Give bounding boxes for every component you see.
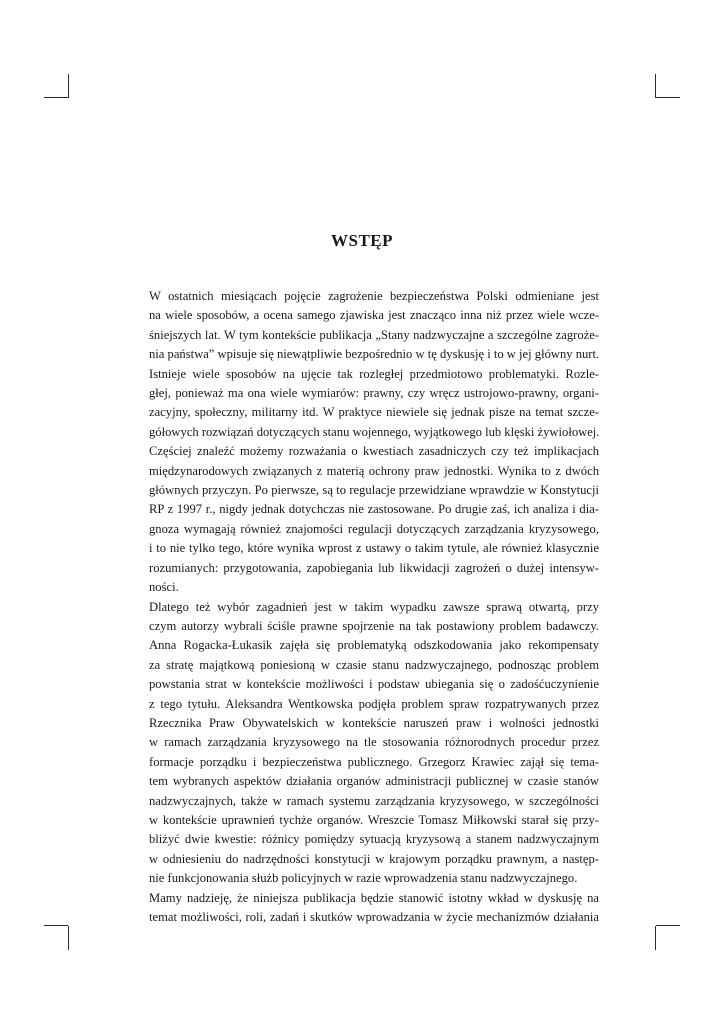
text-line: z tego tytułu. Aleksandra Wentkowska podjęła problem spraw rozpatrywanych przez	[149, 696, 599, 711]
text-line: za stratę majątkową poniesioną w czasie stanu nadzwyczajnego, podnosząc problem	[149, 657, 599, 672]
paragraph	[129, 598, 599, 889]
text-line: ności.	[149, 580, 179, 595]
text-line: w ramach zarządzania kryzysowego na tle stosowania różnorodnych procedur przez	[149, 735, 599, 750]
text-line: w kontekście uprawnień tychże organów. Wreszcie Tomasz Miłkowski starał się przy-	[149, 812, 599, 827]
text-line: Mamy nadzieję, że niniejsza publikacja będzie stanowić istotny wkład w dyskusję na	[149, 890, 599, 905]
text-line: na wiele sposobów, a ocena samego zjawiska jest znacząco inna niż przez wiele wcze-	[149, 308, 599, 323]
text-line: formacje porządku i bezpieczeństwa publicznego. Grzegorz Krawiec zajął się tema-	[149, 754, 599, 769]
text-line: RP z 1997 r., nigdy jednak dotychczas nie zastosowane. Po drugie zaś, ich analiza i dia-	[149, 502, 599, 517]
text-line: Dlatego też wybór zagadnień jest w takim wypadku zawsze sprawą otwartą, przy	[149, 599, 599, 614]
text-line: W ostatnich miesiącach pojęcie zagrożenie bezpieczeństwa Polski odmieniane jest	[149, 289, 599, 303]
text-line: rozumianych: przygotowania, zapobiegania lub likwidacji zagrożeń o dużej intensyw-	[149, 560, 599, 575]
text-line: bliżyć dwie kwestie: różnicy pomiędzy sytuacją kryzysową a stanem nadzwyczajnym	[149, 832, 599, 847]
paragraph	[129, 287, 599, 365]
text-line: głej, ponieważ ma ona wiele wymiarów: prawny, czy wręcz ustrojowo-prawny, organi-	[149, 386, 599, 401]
crop-mark-top-right-vertical	[655, 74, 656, 98]
text-line: Anna Rogacka-Łukasik zajęła się problematyką odszkodowania jako rekompensaty	[149, 638, 599, 653]
text-line: głównych przyczyn. Po pierwsze, są to regulacje przewidziane wprawdzie w Konstytucji	[149, 483, 599, 498]
page-heading: WSTĘP	[330, 231, 394, 250]
text-line: i to nie tylko tego, które wynika wprost z ustawy o takim tytule, ale również klasycznie	[149, 541, 599, 556]
crop-mark-bottom-right-horizontal	[656, 925, 680, 926]
text-line: Rzecznika Praw Obywatelskich w kontekście naruszeń praw i wolności jednostki	[149, 715, 599, 730]
text-line: Istnieje wiele sposobów na ujęcie tak rozległej przedmiotowo problematyki. Rozle-	[149, 366, 599, 381]
text-line: śniejszych lat. W tym kontekście publikacja „Stany nadzwyczajne a szczególne zagroże-	[149, 327, 599, 342]
text-line: nadzwyczajnych, także w ramach systemu zarządzania kryzysowego, w szczególności	[149, 793, 599, 808]
text-line: temat możliwości, roli, zadań i skutków wprowadzania w życie mechanizmów działania	[149, 910, 599, 924]
text-line: tem wybranych aspektów działania organów administracji publicznej w czasie stanów	[149, 774, 599, 789]
crop-mark-top-left-horizontal	[44, 97, 68, 98]
paragraph	[129, 365, 599, 598]
crop-mark-bottom-right-vertical	[655, 926, 656, 950]
text-line: czym autorzy wybrali ściśle prawne spojrzenie na tak postawiony problem badawczy.	[149, 618, 599, 633]
body-text	[129, 287, 599, 927]
text-line: powstania strat w kontekście możliwości i podstaw ubiegania się o zadośćuczynienie	[149, 677, 599, 692]
crop-mark-top-right-horizontal	[656, 97, 680, 98]
crop-mark-bottom-left-vertical	[68, 926, 69, 950]
crop-mark-top-left-vertical	[68, 74, 69, 98]
text-line: nia państwa” wpisuje się niewątpliwie bezpośrednio w tę dyskusję i to w jej główny nurt.	[149, 347, 600, 362]
text-line: w odniesieniu do nadrzędności konstytucji w krajowym porządku prawnym, a następ-	[149, 851, 599, 866]
text-line: Częściej znaleźć możemy rozważania o kwestiach zasadniczych czy też implikacjach	[149, 444, 599, 459]
crop-mark-bottom-left-horizontal	[44, 925, 68, 926]
text-line: gółowych rozwiązań dotyczących stanu wojennego, wyjątkowego lub klęski żywiołowej.	[149, 424, 600, 439]
paragraph	[129, 889, 599, 928]
text-line: gnoza wymagają również znajomości regulacji dotyczących zarządzania kryzysowego,	[149, 521, 599, 536]
text-line: zacyjny, społeczny, militarny itd. W praktyce niewiele się jednak pisze na temat szcze-	[149, 405, 599, 420]
text-line: międzynarodowych związanych z materią ochrony praw jednostki. Wynika to z dwóch	[149, 463, 599, 478]
text-line: nie funkcjonowania służb policyjnych w razie wprowadzenia stanu nadzwyczajnego.	[149, 871, 578, 886]
